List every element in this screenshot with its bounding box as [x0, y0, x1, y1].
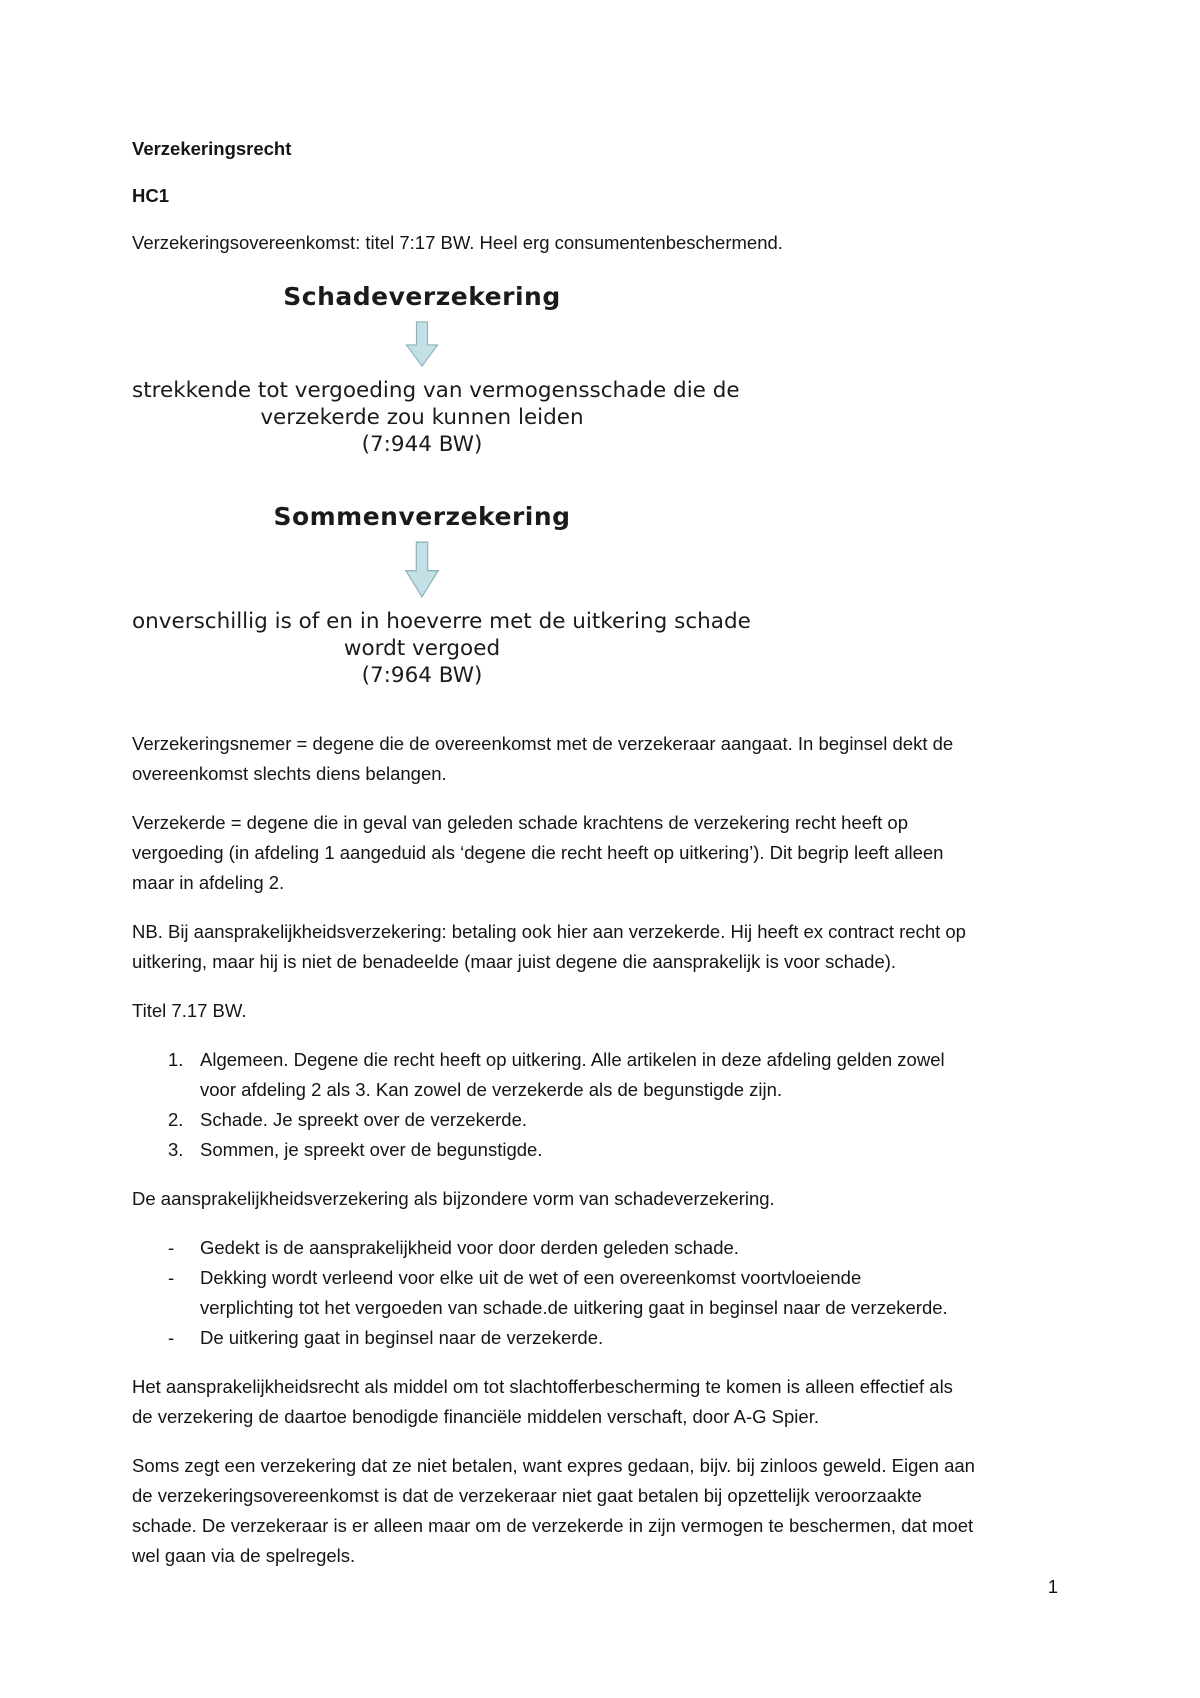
dash-list: [132, 1233, 1082, 1353]
paragraph-verzekerde: [132, 808, 1082, 898]
paragraph-opzet: [132, 1451, 1082, 1571]
text-line: uitkering, maar hij is niet de benadeelde (maar juist degene die aansprakelijk is voor schade).: [132, 951, 897, 972]
doc-title: Verzekeringsrecht: [132, 138, 292, 159]
diagram-caption-line: (7:944 BW): [361, 432, 483, 457]
list-item-text: [200, 1135, 542, 1165]
list-item: [132, 1105, 1082, 1135]
list-item: [132, 1263, 1082, 1323]
list-item: [132, 1135, 1082, 1165]
down-arrow-icon: [403, 321, 441, 367]
text-line: Het aansprakelijkheidsrecht als middel om tot slachtofferbescherming te komen is alleen effectief als: [132, 1376, 953, 1397]
diagram-caption: [132, 377, 740, 458]
text-line: Verzekeringsnemer = degene die de overeenkomst met de verzekeraar aangaat. In beginsel dekt de: [132, 733, 954, 754]
list-item-text: [200, 1263, 948, 1323]
text-line: De uitkering gaat in beginsel naar de verzekerde.: [200, 1327, 604, 1348]
list-item-text: [200, 1105, 527, 1135]
text-line: de verzekering de daartoe benodigde financiële middelen verschaft, door A-G Spier.: [132, 1406, 819, 1427]
list-item-text: [200, 1233, 739, 1263]
diagram-block-sommenverzekering: [132, 502, 751, 689]
diagram-caption-line: onverschillig is of en in hoeverre met de uitkering schade: [132, 609, 751, 634]
diagram-heading: Sommenverzekering: [273, 502, 571, 531]
paragraph-slachtofferbescherming: [132, 1372, 1082, 1432]
diagram-caption-line: strekkende tot vergoeding van vermogensschade die de: [132, 378, 740, 403]
diagram-caption: [132, 608, 751, 689]
list-item-number: 1.: [168, 1049, 184, 1070]
list-item-text: [200, 1045, 945, 1105]
paragraph-titel-717: Titel 7.17 BW.: [132, 1000, 247, 1021]
text-line: Dekking wordt verleend voor elke uit de wet of een overeenkomst voortvloeiende: [200, 1267, 862, 1288]
paragraph-aansprakelijkheid-intro: De aansprakelijkheidsverzekering als bijzondere vorm van schadeverzekering.: [132, 1188, 775, 1209]
text-line: maar in afdeling 2.: [132, 872, 285, 893]
text-line: de verzekeringsovereenkomst is dat de verzekeraar niet gaat betalen bij opzettelijk veroorzaakte: [132, 1485, 922, 1506]
text-line: schade. De verzekeraar is er alleen maar om de verzekerde in zijn vermogen te beschermen, dat moet: [132, 1515, 974, 1536]
list-item-text: [200, 1323, 603, 1353]
diagram-heading: Schadeverzekering: [283, 282, 561, 311]
list-item-dash: -: [168, 1237, 175, 1258]
text-line: voor afdeling 2 als 3. Kan zowel de verzekerde als de begunstigde zijn.: [200, 1079, 783, 1100]
text-line: NB. Bij aansprakelijkheidsverzekering: betaling ook hier aan verzekerde. Hij heeft ex contract recht op: [132, 921, 966, 942]
text-line: Verzekerde = degene die in geval van geleden schade krachtens de verzekering recht heeft op: [132, 812, 908, 833]
down-arrow-icon: [403, 541, 441, 598]
paragraph-verzekeringsnemer: [132, 729, 1082, 789]
paragraph-nb-aansprakelijkheid: [132, 917, 1082, 977]
text-line: vergoeding (in afdeling 1 aangeduid als ‘degene die recht heeft op uitkering’). Dit begrip leeft alleen: [132, 842, 944, 863]
list-item-number: 3.: [168, 1139, 184, 1160]
text-line: Schade. Je spreekt over de verzekerde.: [200, 1109, 528, 1130]
list-item-number: 2.: [168, 1109, 184, 1130]
list-item: [132, 1323, 1082, 1353]
text-line: Soms zegt een verzekering dat ze niet betalen, want expres gedaan, bijv. bij zinloos geweld. Eigen aan: [132, 1455, 975, 1476]
text-line: overeenkomst slechts diens belangen.: [132, 763, 447, 784]
diagram-caption-line: wordt vergoed: [343, 636, 501, 661]
diagram-caption-line: (7:964 BW): [361, 663, 483, 688]
text-line: Algemeen. Degene die recht heeft op uitkering. Alle artikelen in deze afdeling gelden zowel: [200, 1049, 945, 1070]
text-line: wel gaan via de spelregels.: [132, 1545, 356, 1566]
intro-paragraph: Verzekeringsovereenkomst: titel 7:17 BW. Heel erg consumentenbeschermend.: [132, 232, 783, 253]
list-item-dash: -: [168, 1267, 175, 1288]
insurance-types-diagram: [132, 282, 751, 689]
diagram-caption-line: verzekerde zou kunnen leiden: [260, 405, 584, 430]
list-item-dash: -: [168, 1327, 175, 1348]
text-line: verplichting tot het vergoeden van schade.de uitkering gaat in beginsel naar de verzekerde.: [200, 1297, 948, 1318]
text-line: Gedekt is de aansprakelijkheid voor door derden geleden schade.: [200, 1237, 739, 1258]
list-item: [132, 1233, 1082, 1263]
lecture-heading: HC1: [132, 185, 170, 206]
diagram-block-schadeverzekering: [132, 282, 740, 458]
text-line: Sommen, je spreekt over de begunstigde.: [200, 1139, 543, 1160]
document-content: [132, 134, 1082, 1590]
list-item: [132, 1045, 1082, 1105]
page-number: 1: [1047, 1576, 1058, 1597]
numbered-list: [132, 1045, 1082, 1165]
